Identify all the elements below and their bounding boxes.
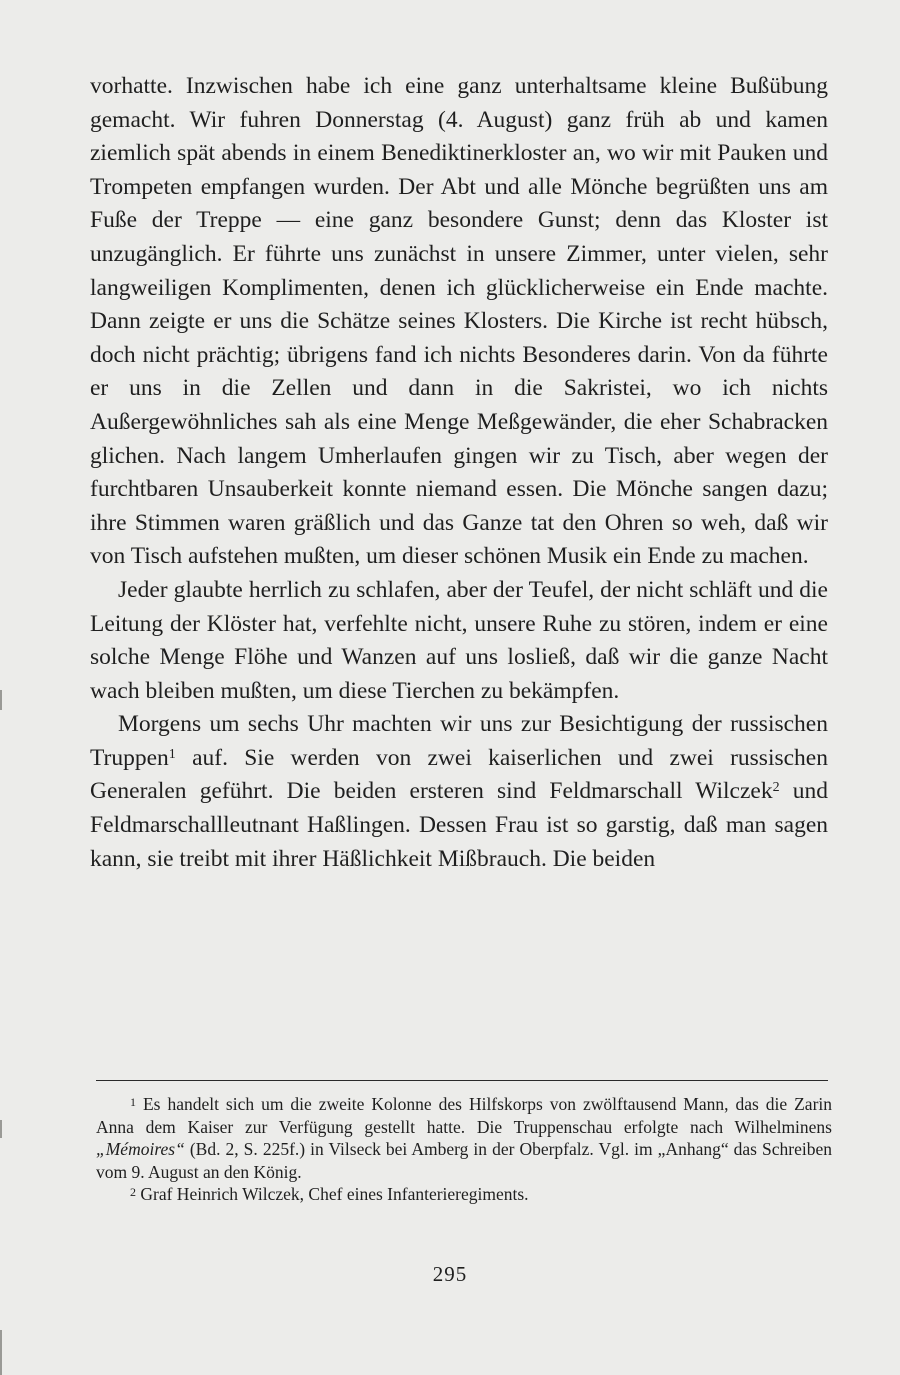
- footnote-title: „Mémoires“: [96, 1139, 185, 1159]
- footnote-text: (Bd. 2, S. 225f.) in Vilseck bei Amberg in der Oberpfalz. Vgl. im „Anhang“ das Schreiben vom 9. August an den König.: [96, 1139, 832, 1182]
- paragraph-text: vorhatte. Inzwischen habe ich eine ganz unterhaltsame kleine Bußübung gemacht. Wir fuhren Donnerstag (4. August) ganz früh ab und kamen ziemlich spät abends in einem Benediktinerkloster an, wo wir mit Pauken und Trompeten empfangen wurden. Der Abt und alle Mönche begrüßten uns am Fuße der Treppe — eine ganz besondere Gunst; denn das Kloster ist unzugänglich. Er führte uns zunächst in unsere Zimmer, unter vielen, sehr langweiligen Komplimenten, denen ich glücklicherweise ein Ende machte. Dann zeigte er uns die Schätze seines Klosters. Die Kirche ist recht hübsch, doch nicht prächtig; übrigens fand ich nichts Besonderes darin. Von da führte er uns in die Zellen und dann in die Sakristei, wo ich nichts Außergewöhnliches sah als eine Menge Meßgewänder, die eher Schabracken glichen. Nach langem Umherlaufen gingen wir zu Tisch, aber wegen der furchtbaren Unsauberkeit konnte niemand essen. Die Mönche sangen dazu; ihre Stimmen waren gräßlich und das Ganze tat den Ohren so weh, daß wir von Tisch aufstehen mußten, um dieser schönen Musik ein Ende zu machen.: [90, 73, 828, 570]
- paragraph: [90, 70, 828, 574]
- paragraph: [90, 574, 828, 708]
- footnote-reference: 1: [168, 746, 176, 762]
- scan-edge-mark: [0, 1330, 2, 1375]
- footnote: [96, 1183, 832, 1206]
- page-number: 295: [432, 1262, 468, 1286]
- footnote-number: 2: [130, 1185, 136, 1199]
- footnotes: [96, 1093, 832, 1206]
- scan-edge-mark: [0, 690, 2, 710]
- footnote-number: 1: [130, 1095, 136, 1109]
- footnote-text: Es handelt sich um die zweite Kolonne des Hilfskorps von zwölftausend Mann, das die Zarin Anna dem Kaiser zur Verfügung gestellt hatte. Die Truppenschau erfolgte nach Wilhelminens: [96, 1094, 833, 1137]
- footnote-divider: [96, 1080, 828, 1081]
- paragraph-text: Morgens um sechs Uhr machten wir uns zur Besichtigung der russischen Truppen: [90, 711, 828, 771]
- paragraph-text: auf. Sie werden von zwei kaiserlichen und zwei russischen Generalen geführt. Die beiden ersteren sind Feldmarschall Wilczek: [90, 744, 828, 805]
- footnote-text: Graf Heinrich Wilczek, Chef eines Infanterieregiments.: [140, 1184, 529, 1204]
- paragraph-text: Jeder glaubte herrlich zu schlafen, aber der Teufel, der nicht schläft und die Leitung der Klöster hat, verfehlte nicht, unsere Ruhe zu stören, indem er eine solche Menge Flöhe und Wanzen auf uns losließ, daß wir die ganze Nacht wach bleiben mußten, um diese Tierchen zu bekämpfen.: [90, 576, 828, 704]
- paragraph-text: und Feldmarschallleutnant Haßlingen. Dessen Frau ist so garstig, daß man sagen kann, sie treibt mit ihrer Häßlichkeit Mißbrauch. Die beiden: [90, 778, 829, 872]
- scan-edge-mark: [0, 1120, 2, 1138]
- footnote: [96, 1093, 832, 1183]
- main-text: [90, 70, 828, 876]
- paragraph: [90, 708, 828, 876]
- footnote-reference: 2: [772, 780, 780, 796]
